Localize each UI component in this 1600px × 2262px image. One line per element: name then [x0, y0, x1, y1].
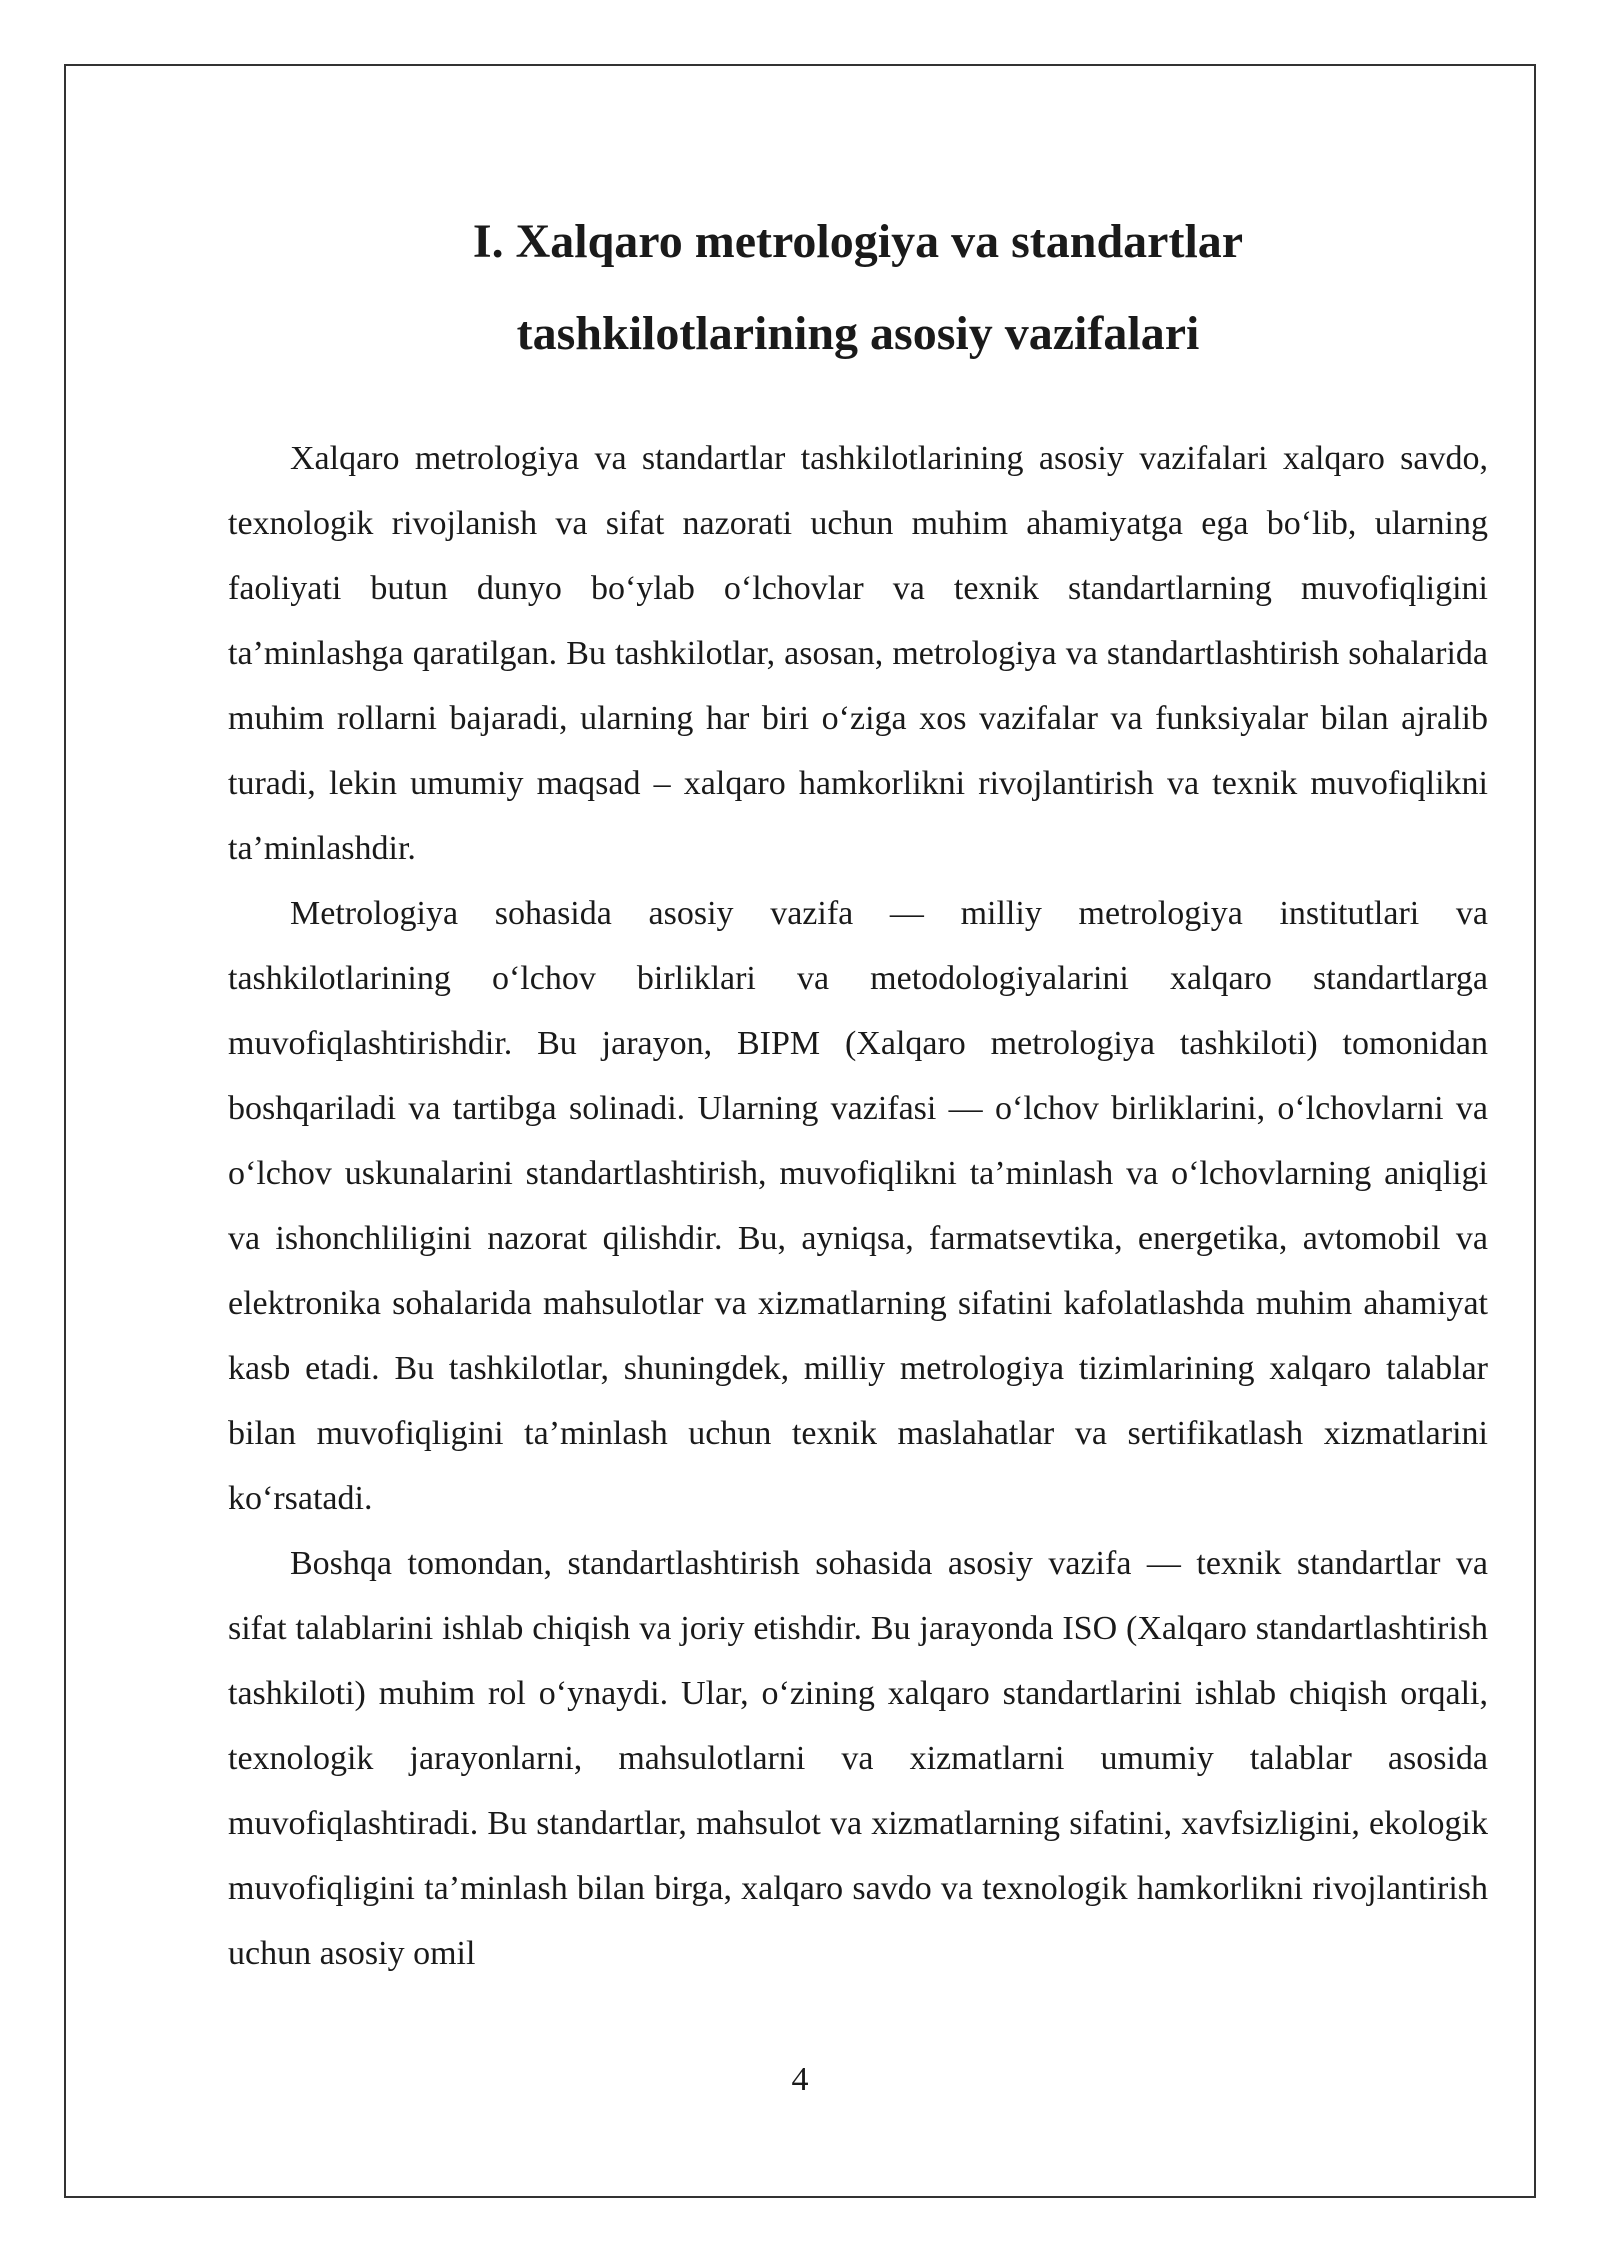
- heading-line-1: I. Xalqaro metrologiya va standartlar: [472, 215, 1244, 268]
- paragraph-2: Metrologiya sohasida asosiy vazifa — milliy metrologiya institutlari va tashkilotlarining o‘lchov birliklari va metodologiyalarini xalqaro standartlarga muvofiqlashtirishdir. Bu jarayon, BIPM (Xalqaro metrologiya tashkiloti) tomonidan boshqariladi va tartibga solinadi. Ularning vazifasi — o‘lchov birliklarini, o‘lchovlarni va o‘lchov uskunalarini standartlashtirish, muvofiqlikni ta’minlash va o‘lchovlarning aniqligi va ishonchliligini nazorat qilishdir. Bu, ayniqsa, farmatsevtika, energetika, avtomobil va elektronika sohalarida mahsulotlar va xizmatlarning sifatini kafolatlashda muhim ahamiyat kasb etadi. Bu tashkilotlar, shuningdek, milliy metrologiya tizimlarining xalqaro talablar bilan muvofiqligini ta’minlash uchun texnik maslahatlar va sertifikatlash xizmatlarini ko‘rsatadi.: [228, 895, 1488, 1517]
- page-number: 4: [791, 2061, 809, 2098]
- paragraph-3: Boshqa tomondan, standartlashtirish sohasida asosiy vazifa — texnik standartlar va sifat talablarini ishlab chiqish va joriy etishdir. Bu jarayonda ISO (Xalqaro standartlashtirish tashkiloti) muhim rol o‘ynaydi. Ular, o‘zining xalqaro standartlarini ishlab chiqish orqali, texnologik jarayonlarni, mahsulotlarni va xizmatlarni umumiy talablar asosida muvofiqlashtiradi. Bu standartlar, mahsulot va xizmatlarning sifatini, xavfsizligini, ekologik muvofiqligini ta’minlash bilan birga, xalqaro savdo va texnologik hamkorlikni rivojlantirish uchun asosiy omil: [228, 1545, 1488, 1972]
- section-heading: [228, 196, 1488, 380]
- body-text: [228, 426, 1488, 1986]
- paragraph-1: Xalqaro metrologiya va standartlar tashkilotlarining asosiy vazifalari xalqaro savdo, texnologik rivojlanish va sifat nazorati uchun muhim ahamiyatga ega bo‘lib, ularning faoliyati butun dunyo bo‘ylab o‘lchovlar va texnik standartlarning muvofiqligini ta’minlashga qaratilgan. Bu tashkilotlar, asosan, metrologiya va standartlashtirish sohalarida muhim rollarni bajaradi, ularning har biri o‘ziga xos vazifalar va funksiyalar bilan ajralib turadi, lekin umumiy maqsad – xalqaro hamkorlikni rivojlantirish va texnik muvofiqlikni ta’minlashdir.: [228, 440, 1488, 867]
- heading-line-2: tashkilotlarining asosiy vazifalari: [516, 307, 1200, 360]
